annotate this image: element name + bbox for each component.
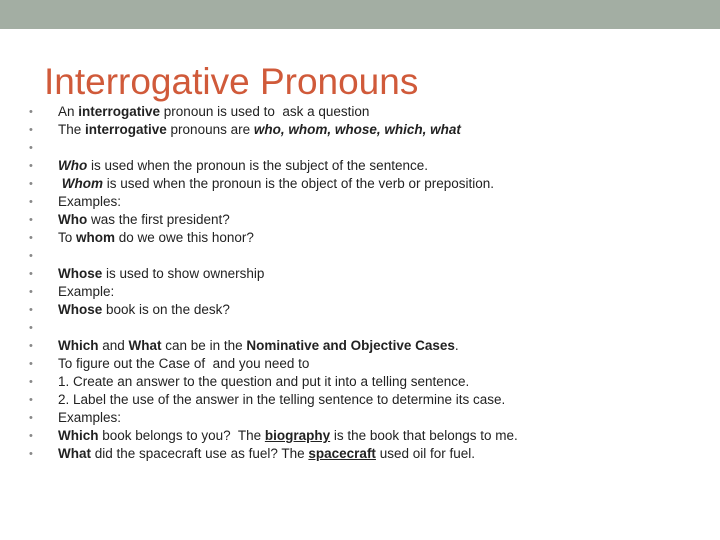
bullet-icon: • xyxy=(29,286,33,298)
bullet-line xyxy=(29,121,518,139)
bullet-text: Which xyxy=(58,428,99,443)
bullet-line xyxy=(29,175,518,193)
bullet-icon: • xyxy=(29,340,33,352)
bullet-icon: • xyxy=(29,106,33,118)
bullet-icon: • xyxy=(29,448,33,460)
bullet-text: book is on the desk? xyxy=(102,302,230,317)
bullet-line xyxy=(29,265,518,283)
bullet-text: spacecraft xyxy=(308,446,376,461)
bullet-text: whom xyxy=(76,230,116,245)
bullet-text: can be in the xyxy=(161,338,247,353)
bullet-icon: • xyxy=(29,214,33,226)
bullet-text: . xyxy=(454,338,459,353)
bullet-text: interrogative xyxy=(85,122,167,137)
bullet-text: To figure out the Case of and you need to xyxy=(58,356,310,371)
bullet-icon: • xyxy=(29,196,33,208)
bullet-text: Examples: xyxy=(58,410,122,425)
bullet-text: Whose xyxy=(58,266,103,281)
bullet-list xyxy=(29,103,518,463)
bullet-text: interrogative xyxy=(78,104,161,119)
bullet-text: Who xyxy=(58,212,88,227)
bullet-line xyxy=(29,409,518,427)
bullet-text: who, whom, whose, which, what xyxy=(253,122,461,137)
bullet-text: To xyxy=(58,230,77,245)
bullet-line xyxy=(29,193,518,211)
bullet-line xyxy=(29,103,518,121)
bullet-text: Example: xyxy=(58,284,115,299)
bullet-icon: • xyxy=(29,322,33,334)
bullet-line xyxy=(29,139,518,157)
bullet-text: The xyxy=(58,122,86,137)
bullet-icon: • xyxy=(29,268,33,280)
slide-top-bar xyxy=(0,0,720,29)
bullet-icon: • xyxy=(29,160,33,172)
bullet-icon: • xyxy=(29,430,33,442)
bullet-icon: • xyxy=(29,412,33,424)
bullet-line xyxy=(29,247,518,265)
bullet-text: What xyxy=(128,338,162,353)
bullet-line xyxy=(29,157,518,175)
bullet-text: An xyxy=(58,104,79,119)
bullet-text: is used when the pronoun is the subject of the sentence. xyxy=(87,158,428,173)
bullet-text: is used when the pronoun is the object of the verb or preposition. xyxy=(103,176,495,191)
bullet-text: book belongs to you? The xyxy=(98,428,265,443)
bullet-icon: • xyxy=(29,142,33,154)
bullet-text: used oil for fuel. xyxy=(375,446,475,461)
bullet-text: do we owe this honor? xyxy=(115,230,254,245)
bullet-text: and xyxy=(98,338,129,353)
bullet-text: 2. Label the use of the answer in the telling sentence to determine its case. xyxy=(58,392,506,407)
bullet-text: did the spacecraft use as fuel? The xyxy=(91,446,309,461)
bullet-line xyxy=(29,427,518,445)
bullet-icon: • xyxy=(29,376,33,388)
bullet-text: Whom xyxy=(61,176,104,191)
bullet-icon: • xyxy=(29,358,33,370)
bullet-text: is used to show ownership xyxy=(102,266,265,281)
bullet-line xyxy=(29,319,518,337)
bullet-text: Who xyxy=(58,158,88,173)
bullet-line xyxy=(29,301,518,319)
bullet-text: biography xyxy=(264,428,331,443)
bullet-icon: • xyxy=(29,394,33,406)
slide-title: Interrogative Pronouns xyxy=(44,61,419,102)
bullet-text: Nominative and Objective Cases xyxy=(246,338,455,353)
bullet-text: Examples: xyxy=(58,194,122,209)
bullet-text: is the book that belongs to me. xyxy=(330,428,518,443)
bullet-line xyxy=(29,337,518,355)
bullet-line xyxy=(29,211,518,229)
bullet-text: Whose xyxy=(58,302,103,317)
bullet-text: What xyxy=(58,446,91,461)
bullet-icon: • xyxy=(29,250,33,262)
bullet-icon: • xyxy=(29,124,33,136)
bullet-line xyxy=(29,391,518,409)
bullet-icon: • xyxy=(29,304,33,316)
bullet-line xyxy=(29,229,518,247)
bullet-line xyxy=(29,445,518,463)
bullet-text: Which xyxy=(58,338,99,353)
bullet-icon: • xyxy=(29,232,33,244)
bullet-line xyxy=(29,355,518,373)
bullet-text: pronoun is used to ask a question xyxy=(160,104,370,119)
bullet-line xyxy=(29,373,518,391)
bullet-text: 1. Create an answer to the question and put it into a telling sentence. xyxy=(58,374,470,389)
bullet-icon: • xyxy=(29,178,33,190)
bullet-text: was the first president? xyxy=(87,212,230,227)
bullet-line xyxy=(29,283,518,301)
bullet-text: pronouns are xyxy=(166,122,254,137)
